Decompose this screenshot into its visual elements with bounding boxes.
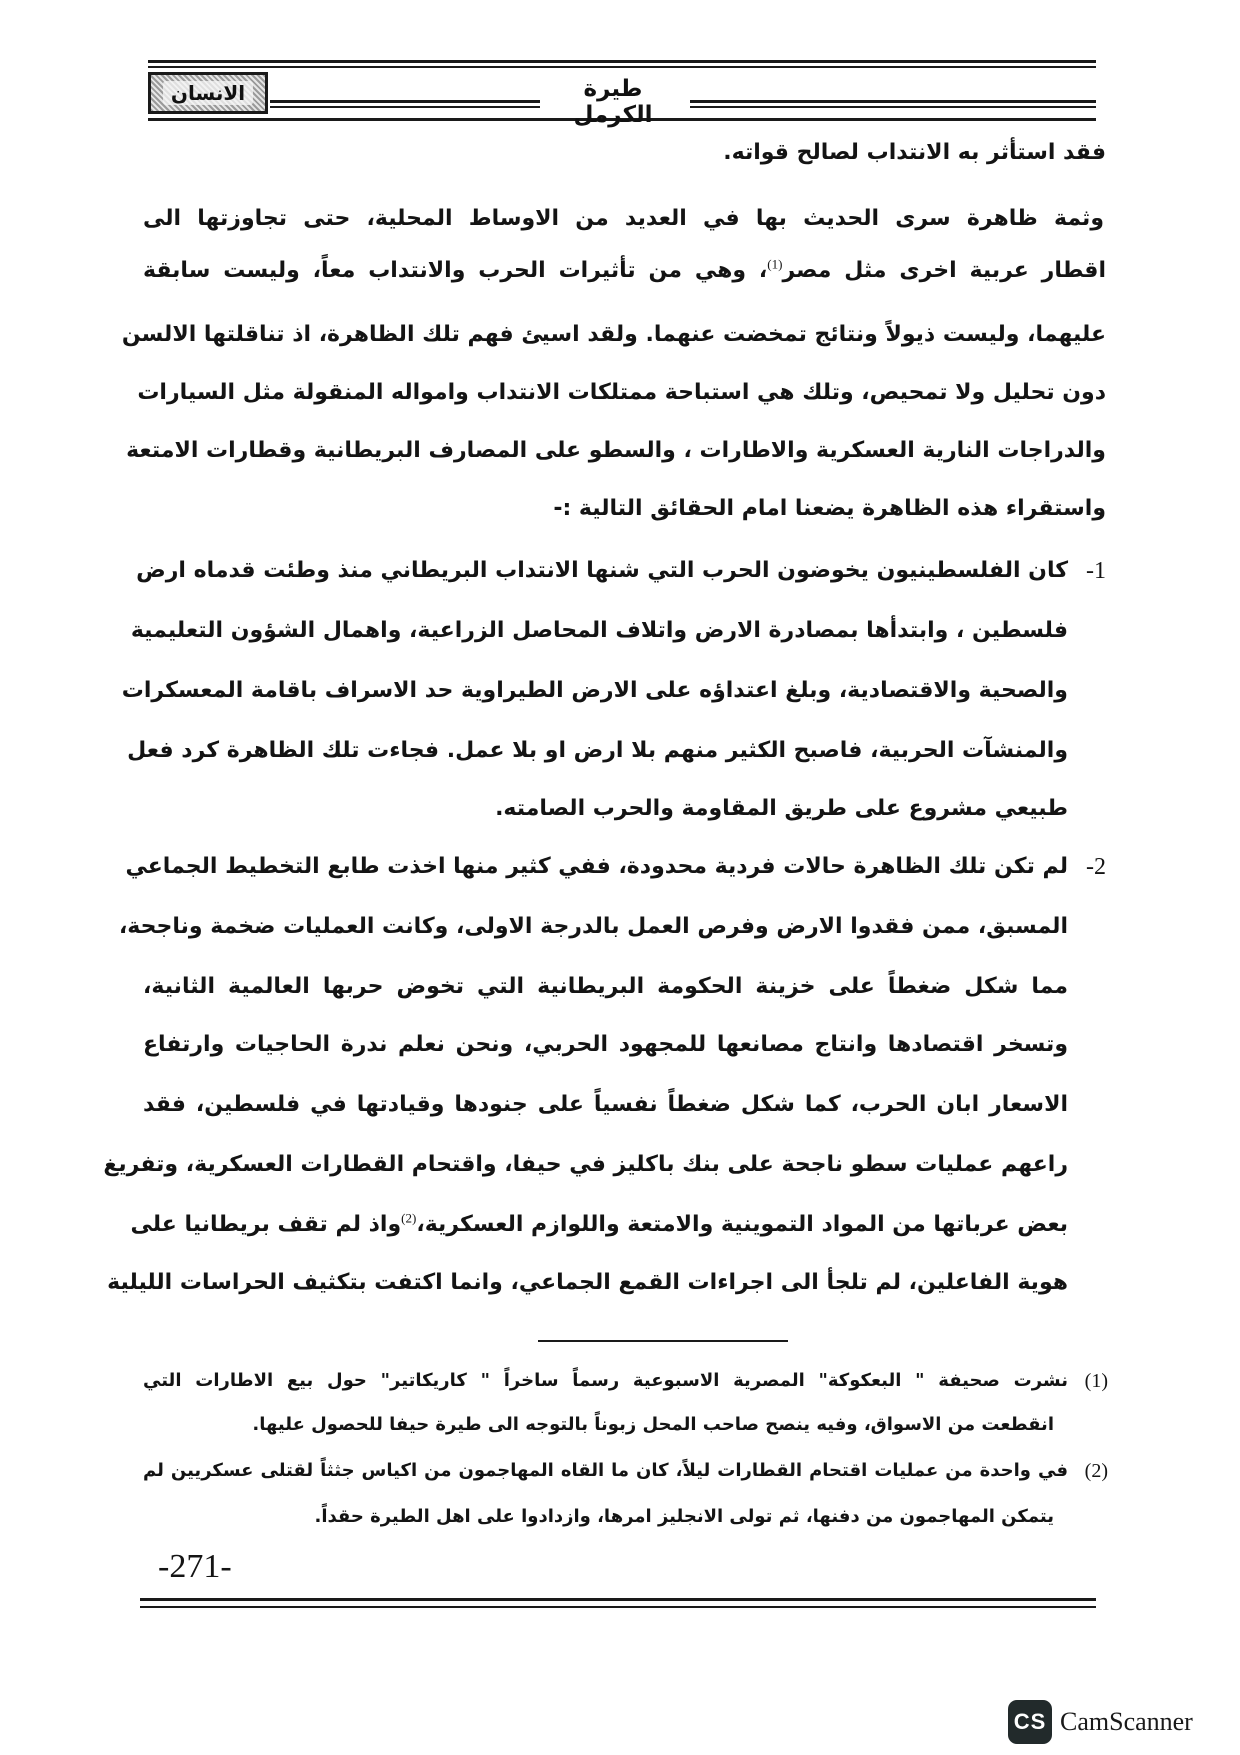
text-line: مما شكل ضغطاً على خزينة الحكومة البريطانية التي تخوض حربها العالمية الثانية،	[143, 974, 1068, 999]
footnote-1-line: نشرت صحيفة " البعكوكة" المصرية الاسبوعية رسماً ساخراً " كاريكاتير" حول بيع الاطارات التي	[143, 1370, 1068, 1391]
text-line: دون تحليل ولا تمحيص، وتلك هي استباحة ممتلكات الانتداب وامواله المنقولة مثل السيارات	[137, 380, 1106, 405]
header-rule-top-thin	[148, 66, 1096, 68]
footnote-1-line: انقطعت من الاسواق، وفيه ينصح صاحب المحل زبوناً بالتوجه الى طيرة حيفا للحصول عليها.	[252, 1414, 1054, 1435]
list-item-number-2: -2	[1086, 854, 1106, 880]
text-line: عليهما، وليست ذيولاً ونتائج تمخضت عنهما. ولقد اسيئ فهم تلك الظاهرة، اذ تناقلتها الالسن	[121, 322, 1106, 347]
footnote-number-2: (2)	[1084, 1460, 1108, 1482]
footer-rule-upper	[140, 1598, 1096, 1601]
camscanner-logo-icon: CS	[1008, 1700, 1052, 1744]
text-line: فلسطين ، وابتدأها بمصادرة الارض واتلاف المحاصل الزراعية، واهمال الشؤون التعليمية	[130, 618, 1068, 643]
header-rule-right-lower	[690, 106, 1096, 108]
text-line: الاسعار ابان الحرب، كما شكل ضغطاً نفسياً على جنودها وقيادتها في فلسطين، فقد	[143, 1092, 1068, 1117]
text-line: فقد استأثر به الانتداب لصالح قواته.	[723, 140, 1106, 165]
header-rule-middle-lower	[270, 106, 540, 108]
text-line: راعهم عمليات سطو ناجحة على بنك باكليز في حيفا، واقتحام القطارات العسكرية، وتفريغ	[103, 1152, 1068, 1177]
text-line: هوية الفاعلين، لم تلجأ الى اجراءات القمع الجماعي، وانما اكتفت بتكثيف الحراسات الليلية	[107, 1270, 1068, 1295]
page-number: -271-	[158, 1548, 232, 1585]
camscanner-text: CamScanner	[1060, 1707, 1193, 1736]
text-line	[143, 256, 1106, 286]
text-line: طبيعي مشروع على طريق المقاومة والحرب الصامته.	[495, 796, 1068, 821]
text-line: والمنشآت الحربية، فاصبح الكثير منهم بلا ارض او بلا عمل. فجاءت تلك الظاهرة كرد فعل	[127, 738, 1068, 763]
footnote-number-1: (1)	[1084, 1370, 1108, 1392]
text-line: وتسخر اقتصادها وانتاج مصانعها للمجهود الحربي، ونحن نعلم ندرة الحاجيات وارتفاع	[143, 1032, 1068, 1057]
camscanner-watermark	[1008, 1700, 1193, 1744]
text-line	[130, 1210, 1068, 1240]
running-title: طيرة الكرمل	[573, 76, 653, 128]
text-fragment: واذ لم تقف بريطانيا على	[130, 1212, 402, 1237]
footer-rule-lower	[140, 1606, 1096, 1608]
text-line: لم تكن تلك الظاهرة حالات فردية محدودة، ففي كثير منها اخذت طابع التخطيط الجماعي	[125, 854, 1068, 879]
text-fragment: اقطار عربية اخرى مثل مصر	[782, 258, 1106, 283]
text-line: واستقراء هذه الظاهرة يضعنا امام الحقائق التالية :-	[553, 496, 1106, 521]
header-rule-middle-upper	[270, 100, 540, 103]
text-line: وثمة ظاهرة سرى الحديث بها في العديد من الاوساط المحلية، حتى تجاوزتها الى	[143, 206, 1104, 231]
footnote-2-line: يتمكن المهاجمون من دفنها، ثم تولى الانجليز امرها، وازدادوا على اهل الطيرة حقداً.	[314, 1506, 1054, 1527]
footnote-2-line: في واحدة من عمليات اقتحام القطارات ليلاً، كان ما القاه المهاجمون من اكياس جثثاً لقتلى عسكريين لم	[143, 1460, 1068, 1481]
header-rule-top	[148, 60, 1096, 63]
text-line: المسبق، ممن فقدوا الارض وفرص العمل بالدرجة الاولى، وكانت العمليات ضخمة وناجحة،	[118, 914, 1068, 939]
journal-label-box	[148, 72, 268, 114]
text-line: كان الفلسطينيون يخوضون الحرب التي شنها الانتداب البريطاني منذ وطئت قدماه ارض	[136, 558, 1068, 583]
text-line: والصحية والاقتصادية، وبلغ اعتداؤه على الارض الطيراوية حد الاسراف باقامة المعسكرات	[121, 678, 1068, 703]
text-fragment: ، وهي من تأثيرات الحرب والانتداب معاً، وليست سابقة	[143, 258, 768, 283]
text-fragment: بعض عرباتها من المواد التموينية والامتعة واللوازم العسكرية،	[416, 1212, 1068, 1237]
header-rule-right-upper	[690, 100, 1096, 103]
text-line: والدراجات النارية العسكرية والاطارات ، والسطو على المصارف البريطانية وقطارات الامتعة	[126, 438, 1106, 463]
footnote-separator	[538, 1340, 788, 1342]
footnote-ref-2[interactable]: (2)	[401, 1210, 417, 1226]
journal-label: الانسان	[163, 81, 253, 105]
list-item-number-1: -1	[1086, 558, 1106, 584]
footnote-ref-1[interactable]: (1)	[767, 256, 783, 272]
